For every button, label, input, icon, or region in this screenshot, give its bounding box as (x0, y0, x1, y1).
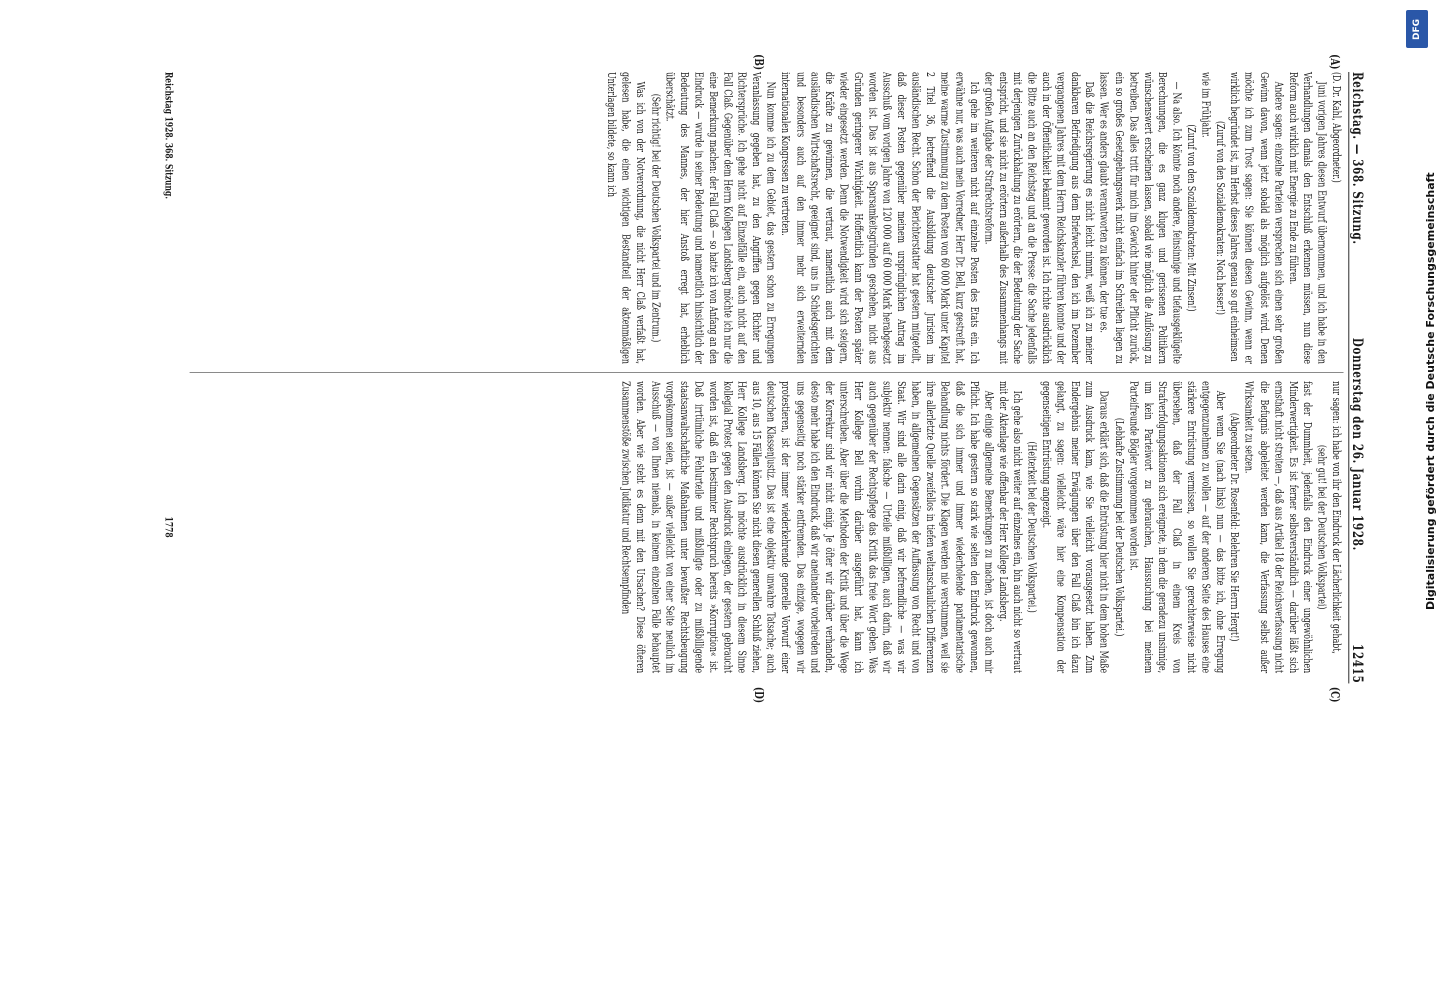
left-column-paragraph: Ich gehe im weiteren nicht auf einzelne Posten des Etats ein. Ich erwähne nur, was auch mein Vorredner, Herr Dr. Bell, kurz gestreift hat, meine warme Zustimmung zu dem Posten von 60 000 Mark unter Kapitel 2 Titel 36, betreffend die Ausbildung deutscher Juristen im ausländischen Recht. Schon der Berichterstatter hat gestern mitgeteilt, daß dieser Posten gegenüber meinem ursprünglichen Antrag im Ausschuß vom vorigen Jahre von 120 000 auf 60 000 Mark herabgesetzt worden ist. Das ist aus Sparsamkeitsgründen geschehen, nicht aus Gründen geringerer Wichtigkeit. Hoffentlich kann der Posten später wieder eingesetzt werden. Denn die Notwendigkeit wird sich steigern, die Kräfte zu gewinnen, die vertraut, namentlich auch mit dem ausländischen Wirtschaftsrecht, geeignet sind, uns in Schiedsgerichten und besonders auch auf den immer mehr sich erweiternden internationalen Kongressen zu vertreten. (779, 72, 982, 364)
page-number: 12415 (1349, 644, 1367, 684)
left-column-paragraph: (Sehr richtig! bei der Deutschen Volkspartei und im Zentrum.) (649, 93, 663, 343)
footer-signature-number: 1778 (162, 516, 176, 538)
right-column-paragraph: Daraus erklärt sich, daß die Entrüstung hier nicht in dem hohen Maße zum Ausdruck kam, wie Sie vielleicht vorausgesetzt haben. Zum Endergebnis meiner Erwägungen über den Fall Claß bin ich dazu gelangt, zu sagen: vielleicht wäre hier eine Kompensation der gegenseitigen Entrüstung angezeigt. (1040, 381, 1112, 674)
margin-letter-c: (C) (1327, 686, 1342, 703)
left-column-paragraph: Andere sagen: einzelne Parteien versprechen sich einen sehr großen Gewinn davon, wenn jetzt sobald als möglich aufgelöst wird. Denen möchte ich zum Trost sagen: Sie können diesen Gewinn, wenn er wirklich begründet ist, im Herbst dieses Jahres genau so gut einheimsen (1228, 72, 1286, 364)
right-column-paragraph: nur sagen: ich habe von ihr den Eindruck der Lächerlichkeit gehabt, (1330, 381, 1344, 654)
header-center: Donnerstag den 26. Januar 1928. (1349, 337, 1367, 551)
left-column-paragraph: wie im Frühjahr. (1199, 72, 1214, 138)
left-column (190, 72, 1344, 364)
header-left: Reichstag. — 368. Sitzung. (1349, 72, 1367, 245)
right-column-paragraph: Aber einige allgemeine Bemerkungen zu machen, ist doch auch mir Pflicht. Ich habe gestern so stark wie selten den Eindruck gewonnen, daß die sich immer und immer wiederholende parlamentarische Behandlung nichts fördert. Die Klagen werden nie verstummen, weil sie ihre allerletzte Quelle zweifellos in tiefen weltanschaulichen Differenzen haben, in allgemeinen Gegensätzen der Auffassung von Recht und von Staat. Wir sind alle darin einig, daß wir befremdliche — was wir subjektiv nennen: falsche — Urteile mißbilligen, auch darin, daß wir auch gegenüber der Rechtspflege das Kritik das freie Wort geben. Was Herr Kollege Bell vorhin darüber ausgeführt hat, kann ich unterschreiben. Aber über die Methoden der Kritik und über die Wege der Korrektur sind wir nicht einig. Je öfter wir darüber verhandeln, desto mehr habe ich den Eindruck, daß wir aneinander vorbeireden und uns gegenseitig noch stärker entfremden. Das einzige, wogegen wir protestieren, ist der immer wiederkehrende generelle Vorwurf einer deutschen Klassenjustiz. Das ist eine objektiv unwahre Tatsache; auch aus 10, aus 15 Fällen können Sie nicht diesen generellen Schluß ziehen, Herr Kollege Landsberg. Ich möchte ausdrücklich in diesem Sinne kollegial Protest gegen den Ausdruck einlegen, der gestern gebraucht worden ist, daß ein bestimmter Rechtspruch bereits »Korruption« ist. Daß irrtümliche Fehlurteile und mißbilligte oder zu mißbilligende staatsanwaltschaftliche Maßnahmen unter bewußter Rechtsbeugung vorgekommen seien, ist — außer vielleicht von einer Seite neulich im Ausschuß — von Ihnen niemals, in keinem einzelnen Falle behauptet worden. Aber wie steht es denn mit den Ursachen? Diese öfteren Zusammenstöße zwischen Judikatur und Rechtsempfinden (620, 381, 996, 674)
footer-left: Reichstag 1928. 368. Sitzung. (162, 72, 176, 199)
right-column (190, 381, 1344, 673)
right-column-paragraph: fast der Dummheit, jedenfalls den Eindruck einer ungewöhnlichen Minderwertigkeit. Es ist ferner selbstverständlich — darüber läßt sich ernsthaft nicht streiten —, daß aus Artikel 18 der Reichsverfassung nicht die Befugnis abgeleitet werden kann, die Verfassung selbst außer Wirksamkeit zu setzen. (1243, 381, 1315, 674)
credit-text: Digitalisierung gefördert durch die Deutsche Forschungsgemeinschaft (1424, 172, 1437, 610)
dfg-logo-icon: DFG (1406, 10, 1428, 48)
margin-letter-a: (A) (1327, 54, 1342, 70)
right-column-paragraph: (Abgeordneter Dr. Rosenfeld: Belehren Sie Herrn Hergt!) (1228, 412, 1243, 642)
margin-letter-d: (D) (751, 686, 766, 704)
left-column-paragraph: — Na also. Ich könnte noch andere, feinsinnige und tiefausgeklügelte Berechnungen, die es ganz klugen und gerissenen Politikern wünschenswert erscheinen lassen, sobald wie möglich die Auflösung zu betreiben. Das alles tritt für mich im Gewicht hinter der Pflicht zurück, ein so großes Gesetzgebungswerk nicht einfach im Schreiben liegen zu lassen. Wer es anders glaubt verantworten zu können, der tue es. (1098, 72, 1185, 364)
right-column-paragraph: (Lebhafte Zustimmung bei der Deutschen Volkspartei.) (1112, 417, 1127, 637)
right-column-paragraph: (Heiterkeit bei der Deutschen Volkspartei.) (1025, 441, 1040, 613)
right-column-paragraph: Aber wenn Sie (nach links) nun — das bitte ich, ohne Erregung entgegenzunehmen zu wollen — auf der anderen Seite des Hauses eine stärkere Entrüstung vermissen, so wollen Sie gerechterweise nicht übersehen, daß der Fall Claß in einem Kreis von Strafverfolgungsaktionen sich ereignete, in dem die geradezu unsinnige, um kein Parteiwort zu gebrauchen, Haussuchung bei meinem Parteifreunde Bögler vorgenommen worden ist. (1127, 381, 1228, 674)
left-column-paragraph: Was ich von der Notverordnung, die nicht Herr Claß verfaßt hat, gelesen habe, die einen wichtigen Bestandteil der aktenmäßigen Unterlagen bildete, so kann ich (605, 72, 648, 364)
digitization-credit (1398, 10, 1452, 990)
column-divider (190, 372, 1344, 373)
left-column-paragraph: (Zuruf von den Sozialdemokraten: Mit Zinsen!) (1185, 124, 1199, 312)
left-column-paragraph: (Zuruf von den Sozialdemokraten: Noch besser!) (1214, 121, 1228, 315)
right-column-paragraph: Ich gehe also nicht weiter auf einzelnes ein, bin auch nicht so vertraut mit der Aktenlage wie offenbar der Herr Kollege Landsberg. (996, 381, 1025, 674)
margin-letter-b: (B) (751, 54, 766, 71)
page-header (1348, 72, 1380, 683)
left-column-paragraph: Nun komme ich zu dem Gebiet, das gestern schon zu Erregungen Veranlassung gegeben hat, zu den Angriffen gegen Richter und Richtersprüche. Ich gehe nicht auf Einzelfälle ein, auch nicht auf den Fall Claß. Gegenüber dem Herrn Kollegen Landsberg möchte ich nur die eine Bemerkung machen: der Fall Claß — so hatte ich von Anfang an den Eindruck — wurde in seiner Bedeutung und namentlich hinsichtlich der Bedeutung des Mannes, der hier Anstoß erregt hat, erheblich überschätzt. (663, 72, 779, 364)
right-column-paragraph: (sehr gut! bei der Deutschen Volkspartei) (1315, 444, 1330, 610)
left-column-paragraph: (D. Dr. Kahl, Abgeordneter.) (1330, 72, 1344, 183)
left-column-paragraph: Daß die Reichsregierung es nicht leicht nimmt, weiß ich zu meiner dankbaren Befriedigung aus dem Briefwechsel, den ich im Dezember vergangenen Jahres mit dem Herrn Reichskanzler führen konnte und der auch in der Öffentlichkeit bekannt geworden ist. Ich richte ausdrücklich die Bitte auch an den Reichstag und an die Presse: die Sache jedenfalls mit derjenigen Zurückhaltung zu erörtern, die der Bedeutung der Sache entspricht, und sie nicht zu erörtern außerhalb des Zusammenhangs mit der großen Aufgabe der Strafrechtsreform. (982, 72, 1098, 364)
scanned-page (151, 54, 1380, 704)
left-column-paragraph: Juni vorigen Jahres diesen Entwurf übernommen, und ich habe in den Verhandlungen damals den Entschluß erkennen müssen, nun diese Reform auch wirklich mit Energie zu Ende zu führen. (1286, 72, 1330, 364)
